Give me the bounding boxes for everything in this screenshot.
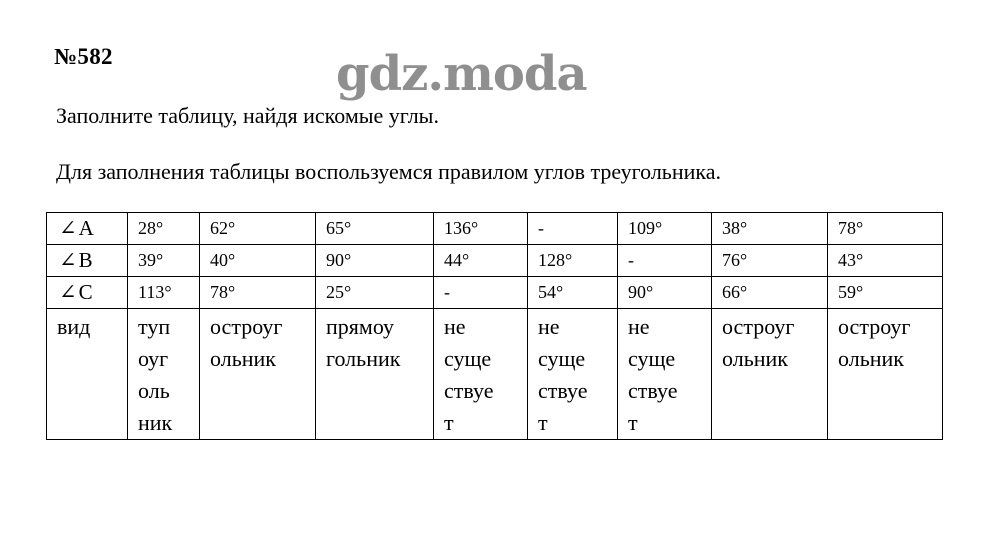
type-cell-text: туп — [138, 314, 171, 339]
type-cell-text: оль — [138, 378, 170, 403]
type-cell — [434, 309, 528, 440]
table-cell: 28° — [128, 213, 200, 245]
table-cell: 43° — [828, 245, 943, 277]
angle-letter: B — [78, 248, 93, 272]
type-cell — [316, 309, 434, 440]
type-cell-text: остроуг — [838, 314, 911, 339]
angle-icon: ∠ — [59, 248, 77, 272]
type-cell-text: т — [628, 410, 638, 435]
type-cell — [712, 309, 828, 440]
table-cell: - — [528, 213, 618, 245]
table-cell: 54° — [528, 277, 618, 309]
table-cell: 38° — [712, 213, 828, 245]
type-cell-text: суще — [444, 346, 492, 371]
type-cell-text: ствуе — [444, 378, 494, 403]
type-cell-text: суще — [628, 346, 676, 371]
solution-text: Для заполнения таблицы воспользуемся правилом углов треугольника. — [56, 159, 722, 184]
table-cell: 66° — [712, 277, 828, 309]
table-cell: 62° — [200, 213, 316, 245]
type-cell-text: ольник — [838, 346, 904, 371]
table-row-type — [47, 309, 943, 440]
angle-letter: A — [78, 216, 94, 240]
angle-icon: ∠ — [59, 216, 77, 240]
angle-letter: C — [78, 280, 93, 304]
type-cell-text: гольник — [326, 346, 401, 371]
table-cell: 76° — [712, 245, 828, 277]
table-row-angle-b — [47, 245, 943, 277]
type-cell-text: ствуе — [538, 378, 588, 403]
type-cell — [828, 309, 943, 440]
table-cell: - — [434, 277, 528, 309]
type-cell-text: т — [538, 410, 548, 435]
row-header-angle-b — [47, 245, 128, 277]
type-cell-text: ольник — [210, 346, 276, 371]
type-cell-text: остроуг — [210, 314, 283, 339]
angles-table — [46, 212, 943, 440]
type-cell — [528, 309, 618, 440]
table-cell: 109° — [618, 213, 712, 245]
type-cell-text: суще — [538, 346, 586, 371]
table-row-angle-a — [47, 213, 943, 245]
task-text: Заполните таблицу, найдя искомые углы. — [56, 103, 439, 128]
table-cell: 113° — [128, 277, 200, 309]
table-cell: 25° — [316, 277, 434, 309]
table-cell: 90° — [316, 245, 434, 277]
type-cell-text: прямоу — [326, 314, 394, 339]
table-cell: 78° — [200, 277, 316, 309]
problem-number: №582 — [54, 44, 113, 69]
type-cell-text: ольник — [722, 346, 788, 371]
type-cell — [618, 309, 712, 440]
table-cell: - — [618, 245, 712, 277]
table-cell: 44° — [434, 245, 528, 277]
row-header-angle-c — [47, 277, 128, 309]
type-cell-text: не — [538, 314, 560, 339]
table-cell: 78° — [828, 213, 943, 245]
type-cell-text: ник — [138, 410, 173, 435]
type-cell-text: ствуе — [628, 378, 678, 403]
angle-icon: ∠ — [59, 280, 77, 304]
type-cell-text: остроуг — [722, 314, 795, 339]
type-cell-text: оуг — [138, 346, 169, 371]
table-cell: 136° — [434, 213, 528, 245]
table-cell: 128° — [528, 245, 618, 277]
table-cell: 59° — [828, 277, 943, 309]
table-row-angle-c — [47, 277, 943, 309]
type-cell-text: не — [628, 314, 650, 339]
row-header-type: вид — [47, 309, 128, 440]
table-cell: 39° — [128, 245, 200, 277]
table-cell: 40° — [200, 245, 316, 277]
type-cell — [200, 309, 316, 440]
watermark-logo: gdz.moda — [336, 46, 587, 102]
type-cell — [128, 309, 200, 440]
type-cell-text: не — [444, 314, 466, 339]
row-header-angle-a — [47, 213, 128, 245]
type-cell-text: т — [444, 410, 454, 435]
table-cell: 90° — [618, 277, 712, 309]
table-cell: 65° — [316, 213, 434, 245]
